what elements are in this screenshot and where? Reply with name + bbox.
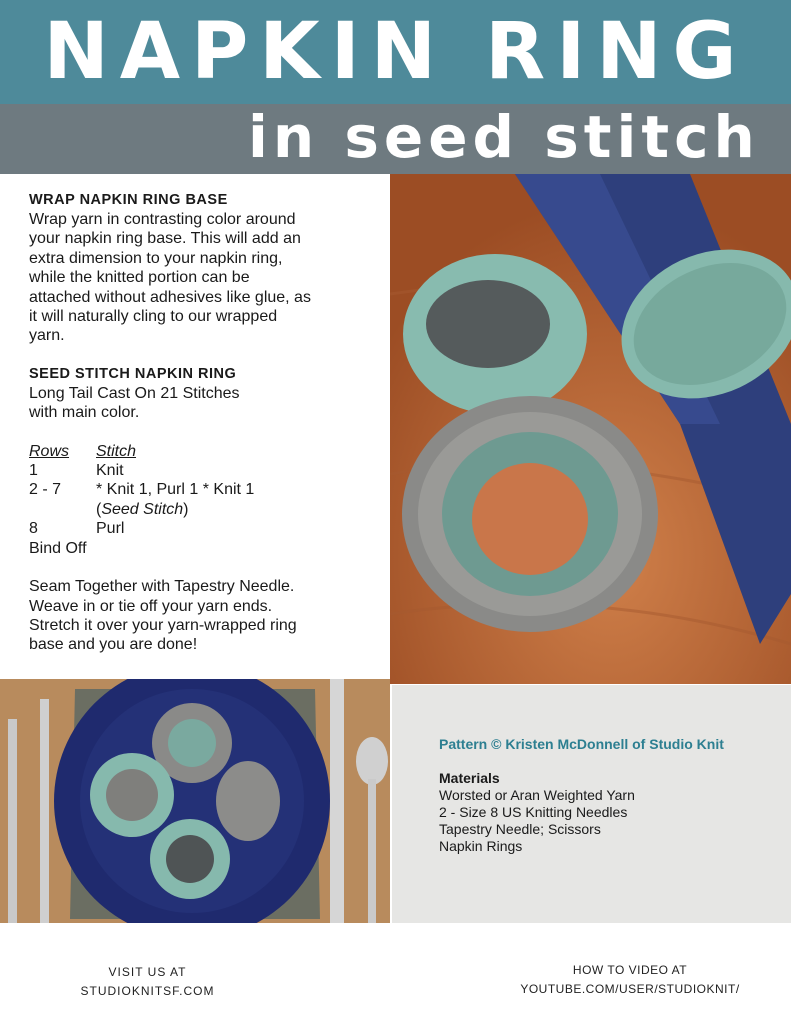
seed-stitch-term: Seed Stitch (101, 500, 184, 518)
finish-line: base and you are done! (29, 636, 198, 654)
page-title: NAPKIN RING (43, 7, 748, 97)
row-number: 2 - 7 (29, 481, 62, 499)
list-item: 2 - Size 8 US Knitting Needles (439, 804, 628, 820)
wrap-line: attached without adhesives like glue, as (29, 288, 311, 306)
materials-list (439, 787, 635, 855)
row-number (29, 500, 96, 519)
row-stitch-note: (Seed Stitch) (96, 500, 189, 518)
seed-line: Long Tail Cast On 21 Stitches (29, 384, 240, 402)
table-header-row (29, 442, 254, 461)
seed-heading: SEED STITCH NAPKIN RING (29, 365, 237, 382)
footer-video (510, 961, 750, 999)
napkin-rings-illustration (390, 174, 791, 684)
materials-panel (392, 685, 791, 923)
youtube-link[interactable]: YOUTUBE.COM/USER/STUDIOKNIT/ (520, 982, 740, 996)
footer-video-label: HOW TO VIDEO AT (572, 963, 688, 977)
pattern-table (29, 442, 254, 539)
rows-header: Rows (29, 442, 70, 460)
website-link[interactable]: STUDIOKNITSF.COM (80, 984, 215, 998)
table-row (29, 519, 254, 538)
seed-line: with main color. (29, 404, 140, 422)
wrap-heading: WRAP NAPKIN RING BASE (29, 192, 228, 208)
bind-off: Bind Off (29, 539, 87, 557)
page-subtitle: in seed stitch (248, 103, 760, 171)
stitch-header: Stitch (96, 442, 137, 460)
finish-line: Seam Together with Tapestry Needle. (29, 578, 295, 596)
row-stitch: Knit (96, 462, 124, 480)
pattern-credit: Pattern © Kristen McDonnell of Studio Knit (439, 736, 724, 752)
list-item: Napkin Rings (439, 838, 523, 854)
finish-line: Weave in or tie off your yarn ends. (29, 597, 273, 615)
wrap-line: yarn. (29, 327, 65, 345)
wrap-line: extra dimension to your napkin ring, (29, 249, 283, 267)
list-item: Tapestry Needle; Scissors (439, 821, 601, 837)
materials-title: Materials (439, 770, 500, 786)
subtitle-banner (0, 104, 791, 174)
napkin-rings-photo (390, 174, 791, 684)
table-row (29, 480, 254, 499)
wrap-line: while the knitted portion can be (29, 269, 250, 287)
table-setting-photo (0, 679, 390, 923)
footer-visit-label: VISIT US AT (108, 965, 187, 979)
row-number: 8 (29, 520, 38, 538)
wrap-line: it will naturally cling to our wrapped (29, 308, 278, 326)
instructions-column (29, 191, 379, 655)
table-row (29, 461, 254, 480)
row-stitch: Purl (96, 520, 125, 538)
list-item: Worsted or Aran Weighted Yarn (439, 787, 635, 803)
footer-website (60, 963, 235, 1001)
wrap-line: your napkin ring base. This will add an (29, 230, 301, 248)
finish-line: Stretch it over your yarn-wrapped ring (29, 616, 297, 634)
row-stitch: * Knit 1, Purl 1 * Knit 1 (96, 481, 255, 499)
table-row (29, 500, 254, 519)
wrap-line: Wrap yarn in contrasting color around (29, 211, 296, 228)
row-number: 1 (29, 462, 38, 480)
title-banner (0, 0, 791, 104)
table-setting-illustration (0, 679, 390, 923)
